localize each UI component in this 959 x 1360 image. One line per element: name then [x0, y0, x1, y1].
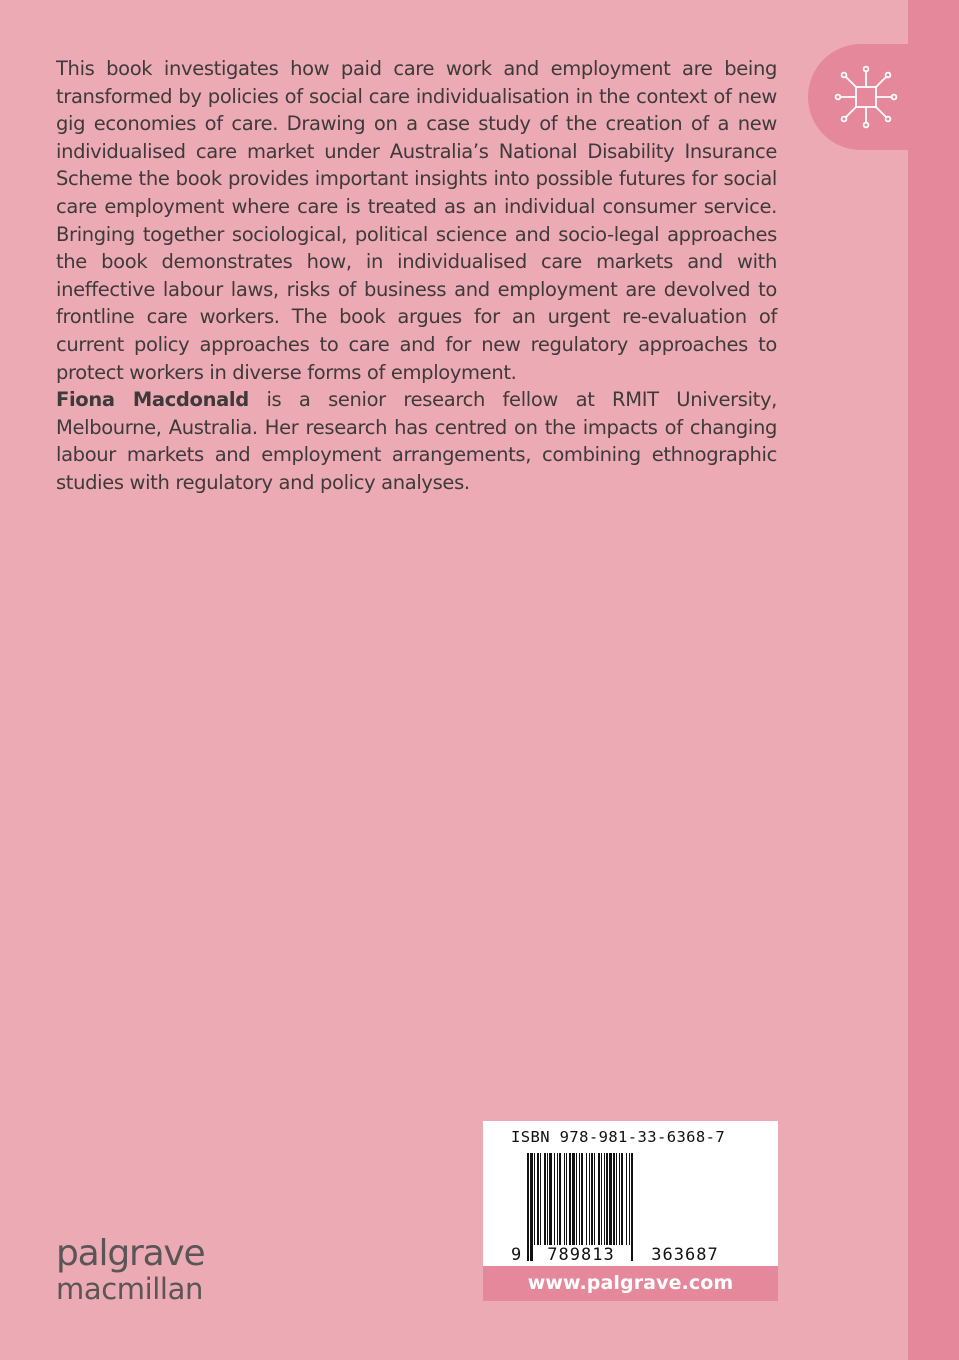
isbn-label: ISBN 978-981-33-6368-7: [511, 1128, 726, 1146]
barcode-bar: [616, 1153, 617, 1245]
barcode-bar: [569, 1153, 571, 1245]
barcode-digits: 363687: [651, 1245, 719, 1265]
barcode-graphic: [483, 1121, 778, 1266]
publisher-logo-tab: [808, 44, 908, 150]
barcode-bar: [572, 1153, 575, 1245]
barcode-bar: [629, 1153, 630, 1245]
barcode-bar: [564, 1153, 565, 1245]
barcode-bar: [589, 1153, 590, 1245]
publisher-name-line2: macmillan: [56, 1272, 203, 1306]
barcode-bar: [619, 1153, 620, 1245]
barcode-bar: [631, 1153, 633, 1261]
barcode-bar: [544, 1153, 546, 1245]
author-bio-text: is a senior research fellow at RMIT University, Melbourne, Australia. Her research has centred on the impacts of changing labour markets and employment arrangements, combining ethnographic studies with regulatory and policy analyses.: [56, 388, 777, 494]
author-bio: [56, 386, 777, 496]
barcode-bar: [579, 1153, 580, 1245]
barcode-bar: [549, 1153, 552, 1245]
barcode-bar: [613, 1153, 615, 1245]
barcode-bar: [559, 1153, 561, 1245]
barcode-bar: [527, 1153, 529, 1261]
publisher-website: www.palgrave.com: [483, 1266, 778, 1301]
barcode-bar: [594, 1153, 595, 1245]
barcode-bar: [557, 1153, 558, 1245]
barcode-bar: [591, 1153, 593, 1245]
barcode-bar: [626, 1153, 627, 1245]
author-name: Fiona Macdonald: [56, 388, 249, 411]
barcode-bar: [537, 1153, 539, 1245]
barcode-bar: [540, 1153, 541, 1245]
barcode-bar: [530, 1153, 533, 1261]
barcode-bar: [554, 1153, 555, 1245]
palgrave-network-icon: [826, 57, 906, 137]
barcode-bar: [606, 1153, 608, 1245]
barcode-bar: [604, 1153, 605, 1245]
barcode-bar: [566, 1153, 567, 1245]
book-blurb: This book investigates how paid care work and employment are being transformed by policies of social care individualisation in the context of new gig economies of care. Drawing on a case study of the creation of a new individualised care market under Australia’s National Disability Insurance Scheme the book provides important insights into possible futures for social care employment where care is treated as an individual consumer service. Bringing together sociological, political science and socio-legal approaches the book demonstrates how, in individualised care markets and with ineffective labour laws, risks of business and employment are devolved to frontline care workers. The book argues for an urgent re-evaluation of current policy approaches to care and for new regulatory approaches to protect workers in diverse forms of employment.: [56, 57, 777, 384]
barcode-bar: [598, 1153, 600, 1245]
barcode-bar: [547, 1153, 548, 1245]
barcode-bar: [534, 1153, 535, 1245]
barcode-bar: [601, 1153, 602, 1245]
barcode-bar: [576, 1153, 577, 1245]
barcode-bar: [621, 1153, 623, 1245]
barcode-digits: 789813: [547, 1245, 615, 1265]
barcode-bar: [609, 1153, 612, 1245]
barcode-digits: 9: [511, 1245, 523, 1265]
barcode-bar: [586, 1153, 587, 1245]
barcode-bar: [581, 1153, 583, 1245]
publisher-name-line1: palgrave: [56, 1233, 205, 1274]
book-spine: [908, 0, 959, 1360]
isbn-barcode: [483, 1121, 778, 1266]
publisher-logo: [56, 1233, 205, 1306]
